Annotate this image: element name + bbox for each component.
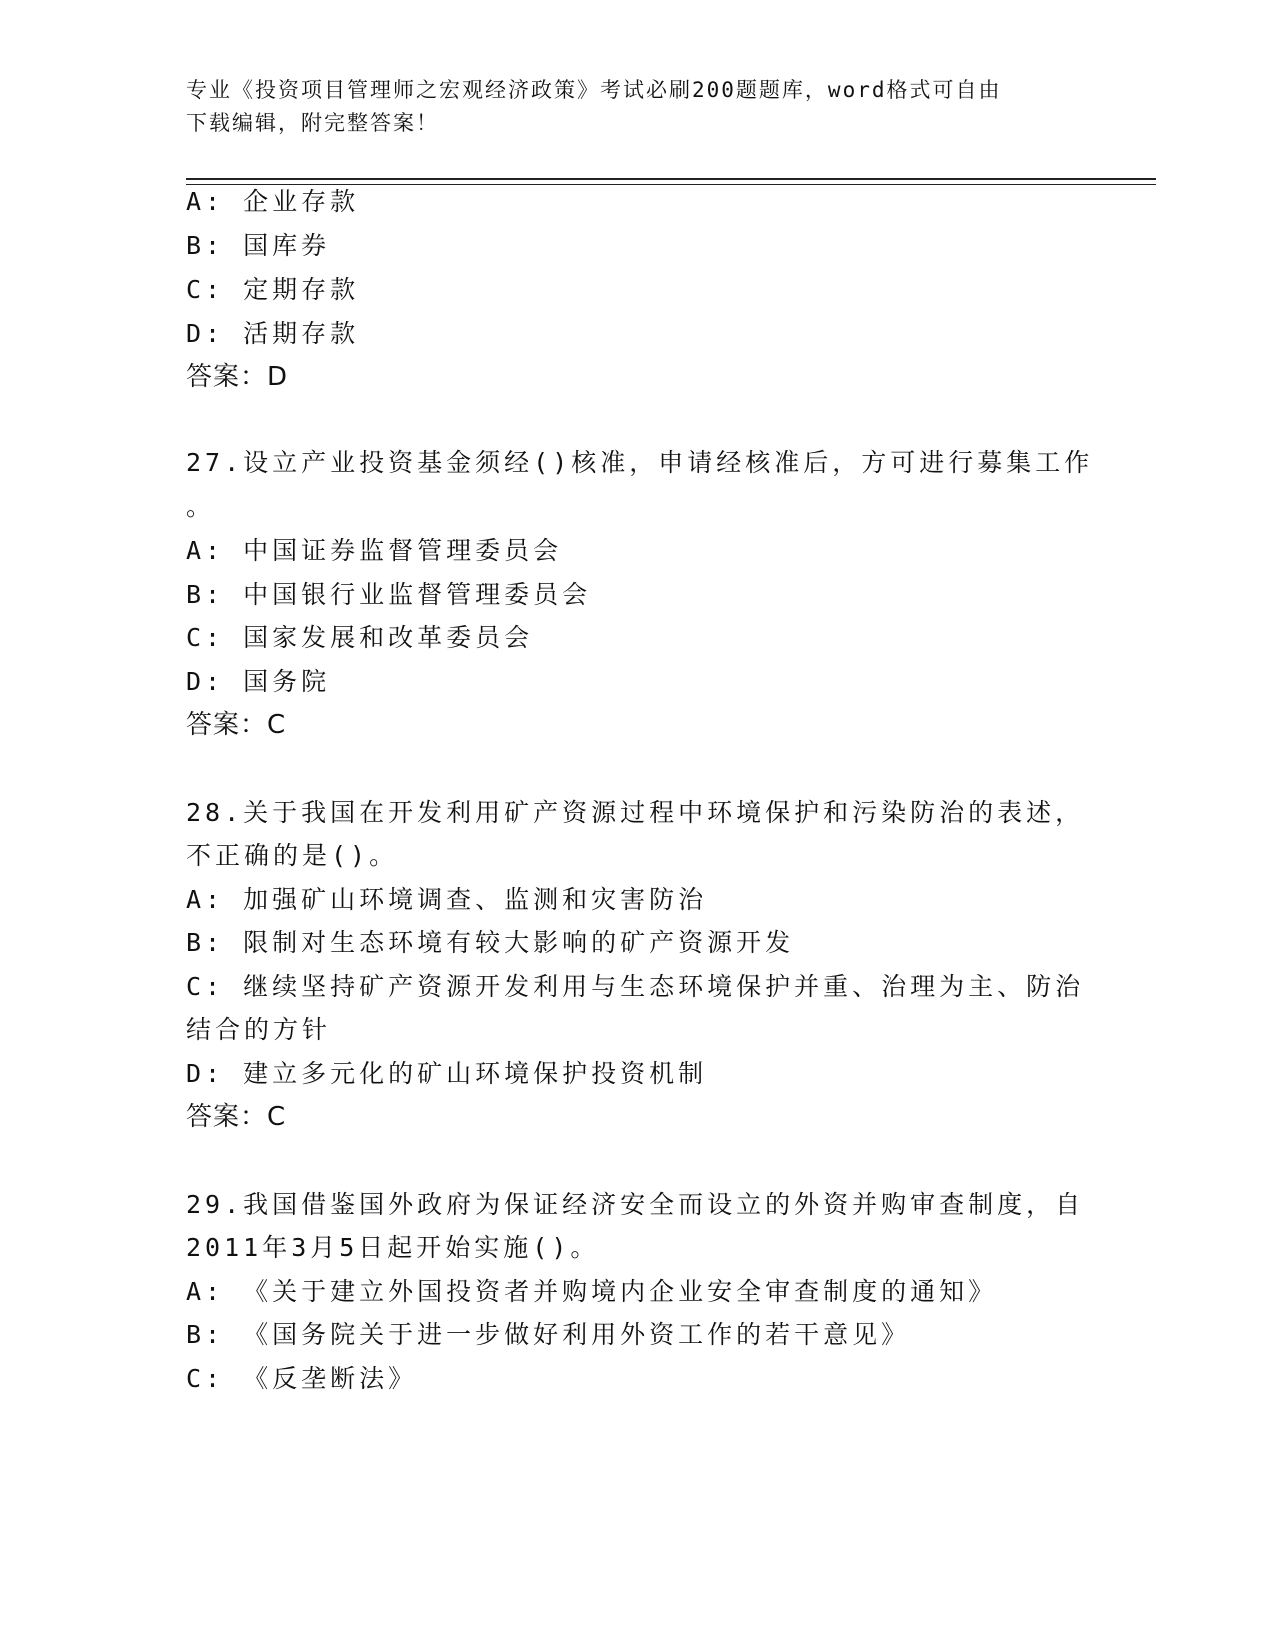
q26-option-a: A: 企业存款 — [186, 187, 360, 216]
q29-stem-line-1: 29.我国借鉴国外政府为保证经济安全而设立的外资并购审查制度，自 — [186, 1190, 1085, 1219]
q27-option-b: B: 中国银行业监督管理委员会 — [186, 580, 592, 609]
q27-answer: 答案：C — [186, 710, 287, 740]
q26-option-c: C: 定期存款 — [186, 275, 360, 304]
q26-option-d: D: 活期存款 — [186, 319, 360, 348]
q28-option-d: D: 建立多元化的矿山环境保护投资机制 — [186, 1059, 708, 1088]
document-header — [186, 74, 1086, 140]
q27-stem-line-2: 。 — [186, 492, 216, 521]
q27-stem-line-1: 27.设立产业投资基金须经()核准，申请经核准后，方可进行募集工作 — [186, 448, 1094, 477]
q28-answer: 答案：C — [186, 1102, 287, 1132]
q26-answer: 答案：D — [186, 362, 289, 392]
q29-option-c: C: 《反垄断法》 — [186, 1364, 418, 1393]
q26-option-b: B: 国库券 — [186, 231, 331, 260]
q28-stem-line-2: 不正确的是()。 — [186, 841, 399, 870]
q28-option-c-line-2: 结合的方针 — [186, 1015, 332, 1044]
header-line-2: 下载编辑，附完整答案！ — [186, 111, 439, 135]
q28-stem-line-1: 28.关于我国在开发利用矿产资源过程中环境保护和污染防治的表述， — [186, 798, 1085, 827]
q28-option-a: A: 加强矿山环境调查、监测和灾害防治 — [186, 885, 708, 914]
q27-option-d: D: 国务院 — [186, 667, 331, 696]
q27-option-a: A: 中国证券监督管理委员会 — [186, 536, 563, 565]
q29-stem-line-2: 2011年3月5日起开始实施()。 — [186, 1233, 600, 1262]
q28-option-b: B: 限制对生态环境有较大影响的矿产资源开发 — [186, 928, 795, 957]
header-line-1: 专业《投资项目管理师之宏观经济政策》考试必刷200题题库，word格式可自由 — [186, 78, 1002, 102]
q27-option-c: C: 国家发展和改革委员会 — [186, 623, 534, 652]
q29-option-b: B: 《国务院关于进一步做好利用外资工作的若干意见》 — [186, 1320, 911, 1349]
header-rule-thick — [186, 178, 1156, 180]
q29-option-a: A: 《关于建立外国投资者并购境内企业安全审查制度的通知》 — [186, 1277, 998, 1306]
q28-option-c-line-1: C: 继续坚持矿产资源开发利用与生态环境保护并重、治理为主、防治 — [186, 972, 1085, 1001]
